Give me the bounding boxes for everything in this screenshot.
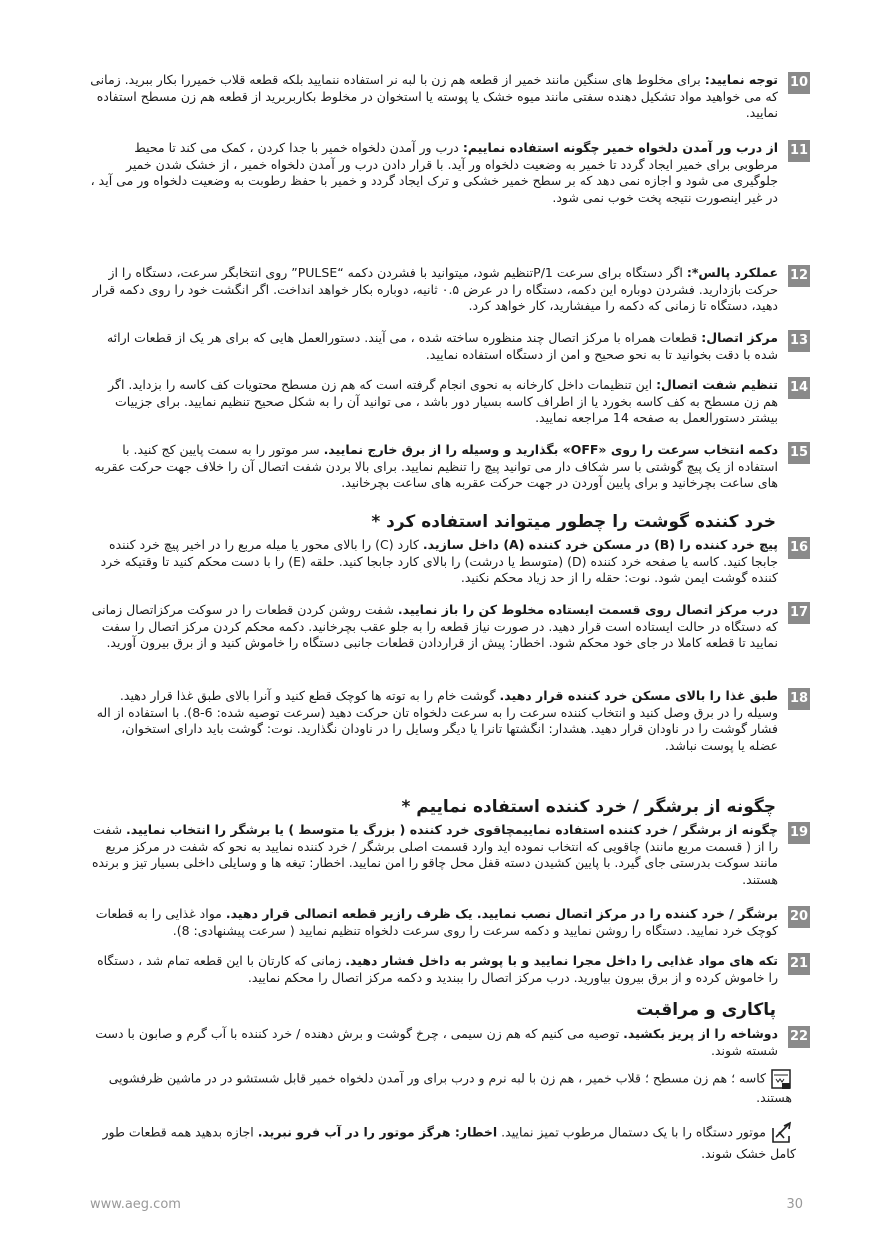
step-number: 21 (788, 953, 810, 975)
dishwasher-text: کاسه ؛ هم زن مسطح ؛ قلاب خمیر ، هم زن با لبه نرم و درب برای ور آمدن دلخواه خمیر قابل شستشو در در ماشین ظرفشویی هستند. (108, 1070, 792, 1105)
step-text: عملکرد پالس*: اگر دستگاه برای سرعت P/1تنظیم شود، میتوانید با فشردن دکمه “PULSE” روی انتخابگر سرعت، دستگاه را از حرکت بازدارید. فشردن دوباره این دکمه، دستگاه را در عرض ۰.۵ ثانیه، دوباره بکار خواهد انداخت. اگر انگشت خود را روی دکمه قرار دهید، دستگاه تا زمانی که دکمه را میفشارید، کار خواهد کرد. (92, 265, 778, 313)
step-number: 17 (788, 602, 810, 624)
step-number: 20 (788, 906, 810, 928)
step-text: پیچ خرد کننده را (B) در مسکن خرد کننده (A) داخل سازید. کارد (C) را بالای محور یا میله مربع را در اخیر پیچ خرد کننده جابجا کنید. کاسه یا صفحه خرد کننده (D) (متوسط یا درشت) را بالای کارد جابجا کنید. حلقه (E) را با دست محکم کنید تا وقتیکه خرد کننده گوشت ایمن شود. نوت: حقله را از حد زیاد محکم نکنید. (100, 537, 778, 585)
dishwasher-ok-icon (770, 1068, 792, 1090)
step-number: 16 (788, 537, 810, 559)
step-number: 15 (788, 442, 810, 464)
step-text: توجه نمایید: برای مخلوط های سنگین مانند خمیر از قطعه هم زن با لبه نر استفاده ننمایید بلکه قطعه قلاب خمیررا بکار ببرید. زمانی که می خواهید مواد تشکیل دهنده سفتی مانند میوه خشک یا پوسته یا استخوان در مخلوط بکاربربرید از قطعه هم زن مسطح استفاده نمایید. (90, 72, 778, 120)
step-text: تکه های مواد غذایی را داخل مجرا نمایید و با پوشر به داخل فشار دهید. زمانی که کارتان با این قطعه تمام شد ، دستگاه را خاموش کرده و از برق بیرون بیاورید. درب مرکز اتصال را ببندید و دکمه مرکز اتصال را محکم نمایید. (97, 953, 778, 985)
step-number: 12 (788, 265, 810, 287)
step-text: چگونه از برشگر / خرد کننده استفاده نماییمچاقوی خرد کننده ( بزرگ یا متوسط ) یا برشگر را انتخاب نمایید. شفت را از ( قسمت مربع مانند) چاقویی که انتخاب نموده اید وارد قسمت اصلی برشگر / خرد کننده نمایید به نحو که شفت در مرکز مربع مانند سوکت بدرستی جای گیرد. با پایین کشیدن دسته قفل محل چاقو را امن نمایید. اخطار: تیغه ها و وسایلی داخلی بسیار تیز و برنده هستند. (92, 822, 778, 887)
step-number: 10 (788, 72, 810, 94)
section-heading-care: پاکاری و مراقبت (636, 1000, 776, 1020)
step-text: طبق غذا را بالای مسکن خرد کننده قرار دهید. گوشت خام را به توته ها کوچک قطع کنید و آنرا بالای طبق غذا قرار دهید. وسیله را در برق وصل کنید و انتخاب کننده سرعت را به سرعت دلخواه تان حرکت دهید (سرعت توصیه شده: 6-8). با استفاده از اله فشار گوشت را در ناودان قرار دهید. هشدار: انگشتها تانرا یا دیگر وسایل را در ناودان نگذارید. نوت: گوشت باید دارای استخوان، عضله یا پوست نباشد. (96, 688, 778, 753)
no-immerse-icon (770, 1120, 796, 1146)
step-number: 19 (788, 822, 810, 844)
manual-page: 10 توجه نمایید: برای مخلوط های سنگین مانند خمیر از قطعه هم زن با لبه نر استفاده ننمایید بلکه قطعه قلاب خمیررا بکار ببرید. زمانی که می خواهید مواد تشکیل دهنده سفتی مانند میوه خشک یا پوسته یا استخوان در مخلوط بکاربربرید از قطعه هم زن مسطح استفاده نمایید. 11 از درب ور آمدن دلخواه خمیر چگونه استفاده نماییم: درب ور آمدن دلخواه خمیر با جدا کردن ، کمک می کند تا محیط مرطوبی برای خمیر ایجاد گردد تا خمیر به وضعیت دلخواه ور آید. با قرار دادن درب ور آمدن دلخواه خمیر ، از خشک شدن خمیر جلوگیری می شود و اجازه نمی دهد که بر سطح خمیر خشکی و ترک ایجاد گردد و خمیر با حفظ رطوبت به وضعیت دلخواه ور می آید ، در غیر اینصورت نتیجه پخت خوب نمی شود. 12 عملکرد پالس*: اگر دستگاه برای سرعت P/1تنظیم شود، میتوانید با فشردن دکمه “PULSE” روی انتخابگر سرعت، دستگاه را از حرکت بازدارید. فشردن دوباره این دکمه، دستگاه را در عرض ۰.۵ ثانیه، دوباره بکار خواهد انداخت. اگر انگشت خود را روی دکمه قرار دهید، دستگاه تا زمانی که دکمه را میفشارید، کار خواهد کرد. 13 مرکز اتصال: قطعات همراه با مرکز اتصال چند منظوره ساخته شده ، می آیند. دستورالعمل هایی که برای هر یک از قطعات ارائه شده با دقت بخوانید تا به نحو صحیح و امن از دستگاه استفاده نمایید. 14 تنظیم شفت اتصال: این تنظیمات داخل کارخانه به نحوی انجام گرفته است که هم زن مسطح محتویات کف کاسه را بزداید. اگر هم زن مسطح به کف کاسه بخورد یا از اطراف کاسه بسیار دور باشد ، می توانید آن را به شکل صحیح تنظیم نمایید. برای جزییات بیشتر دستورالعمل به صفحه 14 مراجعه نمایید. 15 دکمه انتخاب سرعت را روی «OFF» بگذارید و وسیله را از برق خارج نمایید. سر موتور را به سمت پایین کج کنید. با استفاده از یک پیچ گوشتی با سر شکاف دار می توانید پیچ را تنظیم نمایید. برای بالا بردن شفت اتصال آن را خلاف جهت حرکت عقربه های ساعت بچرخانید و برای پایین آوردن در جهت حرکت عقربه های ساعت بچرخانید. خرد کننده گوشت را چطور میتواند استفاده کرد * 16 پیچ خرد کننده را (B) در مسکن خرد کننده (A) داخل سازید. کارد (C) را بالای محور یا میله مربع را در اخیر پیچ خرد کننده جابجا کنید. کاسه یا صفحه خرد کننده (D) (متوسط یا درشت) را بالای کارد جابجا کنید. حلقه (E) را با دست محکم کنید تا وقتیکه خرد کننده گوشت ایمن شود. نوت: حقله را از حد زیاد محکم نکنید. 17 درب مرکز اتصال روی قسمت ایستاده مخلوط کن را باز نمایید. شفت روشن کردن قطعات را در سوکت مرکزاتصال زمانی که دستگاه در حالت ایستاده است قرار دهید. در صورت نیاز قطعه را به جلو عقب بچرخانید. دکمه محکم کردن مرکز اتصال را سفت نمایید تا قطعه کاملا در جای خود محکم شود. اخطار: پیش از قراردادن قطعات جانبی دستگاه را خاموش کنید و از برق بیرون آورید. 18 طبق غذا را بالای مسکن خرد کننده قرار دهید. گوشت خام را به توته ها کوچک قطع کنید و آنرا بالای طبق غذا قرار دهید. وسیله را در برق وصل کنید و انتخاب کننده سرعت را به سرعت دلخواه تان حرکت دهید (سرعت توصیه شده: 6-8). با استفاده از اله فشار گوشت را در ناودان قرار دهید. هشدار: انگشتها تانرا یا دیگر وسایل را در ناودان نگذارید. نوت: گوشت باید دارای استخوان، عضله یا پوست نباشد. چگونه از برشگر / خرد کننده استفاده نماییم * 19 چگونه از برشگر / خرد کننده استفاده نماییمچاقوی خرد کننده ( بزرگ یا متوسط ) یا برشگر را انتخاب نمایید. شفت را از ( قسمت مربع مانند) چاقویی که انتخاب نموده اید وارد قسمت اصلی برشگر / خرد کننده نمایید به نحو که شفت در مرکز مربع مانند سوکت بدرستی جای گیرد. با پایین کشیدن دسته قفل محل چاقو را امن نمایید. اخطار: تیغه ها و وسایلی داخلی بسیار تیز و برنده هستند. 20 برشگر / خرد کننده را در مرکز اتصال نصب نمایید. یک ظرف رازیر قطعه اتصالی قرار دهید. مواد غذایی را به قطعات کوچک خرد نمایید. دستگاه را روشن نمایید و دکمه سرعت را روی سرعت دلخواه تنظیم نمایید ( سرعت پیشنهادی: 8). 21 تکه های مواد غذایی را داخل مجرا نمایید و با پوشر به داخل فشار دهید. زمانی که کارتان با این قطعه تمام شد ، دستگاه را خاموش کرده و از برق بیرون بیاورید. درب مرکز اتصال را ببندید و دکمه مرکز اتصال را محکم نمایید. پاکاری و مراقبت 22 دوشاخه را از پریز بکشید. توصیه می کنیم که هم زن سیمی ، چرخ گوشت و برش دهنده / خرد کننده با آب گرم و صابون با دست شسته شوند. کاسه ؛ هم زن مسطح ؛ قلاب خمیر ، هم زن با لبه نرم و درب برای ور آمدن دلخواه خمیر قابل شستشو در در ماشین ظرفشویی هستند. موتور دستگاه را با یک دستمال مرطوب تمیز نمایید. اخطار: هرگز موتور را در آب فرو نبرید. اجازه بدهید همه قطعات طور کامل خشک شوند. www.aeg.com 30 (90, 72, 809, 1212)
step-number: 22 (788, 1026, 810, 1048)
step-text: درب مرکز اتصال روی قسمت ایستاده مخلوط کن را باز نمایید. شفت روشن کردن قطعات را در سوکت مرکزاتصال زمانی که دستگاه در حالت ایستاده است قرار دهید. در صورت نیاز قطعه را به جلو عقب بچرخانید. دکمه محکم کردن مرکز اتصال را سفت نمایید تا قطعه کاملا در جای خود محکم شود. اخطار: پیش از قراردادن قطعات جانبی دستگاه را خاموش کنید و از برق بیرون آورید. (91, 602, 778, 650)
step-text: تنظیم شفت اتصال: این تنظیمات داخل کارخانه به نحوی انجام گرفته است که هم زن مسطح محتویات کف کاسه را بزداید. اگر هم زن مسطح به کف کاسه بخورد یا از اطراف کاسه بسیار دور باشد ، می توانید آن را به شکل صحیح تنظیم نمایید. برای جزییات بیشتر دستورالعمل به صفحه 14 مراجعه نمایید. (108, 377, 778, 425)
step-text: دکمه انتخاب سرعت را روی «OFF» بگذارید و وسیله را از برق خارج نمایید. سر موتور را به سمت پایین کج کنید. با استفاده از یک پیچ گوشتی با سر شکاف دار می توانید پیچ را تنظیم نمایید. برای بالا بردن شفت اتصال آن را خلاف جهت حرکت عقربه های ساعت بچرخانید و برای پایین آوردن در جهت حرکت عقربه های ساعت بچرخانید. (94, 442, 778, 490)
step-text: مرکز اتصال: قطعات همراه با مرکز اتصال چند منظوره ساخته شده ، می آیند. دستورالعمل هایی که برای هر یک از قطعات ارائه شده با دقت بخوانید تا به نحو صحیح و امن از دستگاه استفاده نمایید. (106, 330, 778, 362)
page-number: 30 (786, 1197, 803, 1212)
step-number: 18 (788, 688, 810, 710)
footer-url: www.aeg.com (90, 1197, 181, 1212)
section-heading-meat: خرد کننده گوشت را چطور میتواند استفاده کرد * (371, 512, 776, 532)
step-text: از درب ور آمدن دلخواه خمیر چگونه استفاده نماییم: درب ور آمدن دلخواه خمیر با جدا کردن ، کمک می کند تا محیط مرطوبی برای خمیر ایجاد گردد تا خمیر به وضعیت دلخواه ور آید. با قرار دادن درب ور آمدن دلخواه خمیر ، از خشک شدن خمیر جلوگیری می شود و اجازه نمی دهد که بر سطح خمیر خشکی و ترک ایجاد گردد و خمیر با حفظ رطوبت به وضعیت دلخواه ور می آید ، در غیر اینصورت نتیجه پخت خوب نمی شود. (90, 140, 778, 205)
step-number: 13 (788, 330, 810, 352)
step-text: برشگر / خرد کننده را در مرکز اتصال نصب نمایید. یک ظرف رازیر قطعه اتصالی قرار دهید. مواد غذایی را به قطعات کوچک خرد نمایید. دستگاه را روشن نمایید و دکمه سرعت را روی سرعت دلخواه تنظیم نمایید ( سرعت پیشنهادی: 8). (95, 906, 778, 938)
step-number: 11 (788, 140, 810, 162)
step-text: دوشاخه را از پریز بکشید. توصیه می کنیم که هم زن سیمی ، چرخ گوشت و برش دهنده / خرد کننده با آب گرم و صابون با دست شسته شوند. (95, 1026, 778, 1058)
section-heading-slicer: چگونه از برشگر / خرد کننده استفاده نماییم * (401, 797, 776, 817)
step-number: 14 (788, 377, 810, 399)
